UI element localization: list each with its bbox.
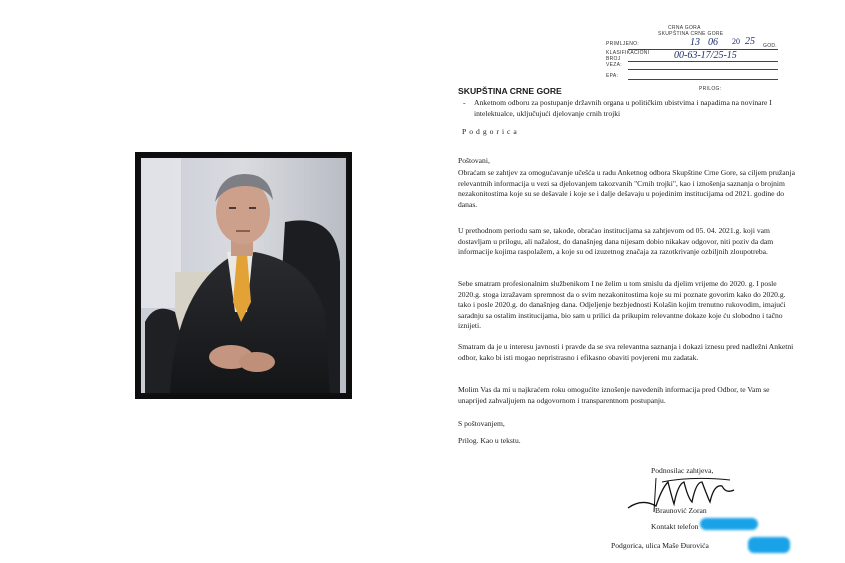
- paragraph-5: Molim Vas da mi u najkraćem roku omogućite iznošenje navedenih informacija pred Odbor, te Vam se unaprijed zahvaljujem na odgovornom i transparentnom postupanju.: [458, 385, 770, 405]
- stamp-label-klas: KLASIFIKACIONI: [606, 50, 650, 56]
- redacted-address-number: [748, 537, 790, 553]
- stamp-label-received: PRIMLJENO:: [606, 41, 640, 47]
- paragraph-4: Smatram da je u interesu javnosti i pravde da se sva relevantna saznanja i dokazi iznesu pred nadležni Anketni odbor, kako bi isti mogao nepristrasno i efikasno obaviti povjereni mu zadatak.: [458, 342, 794, 362]
- stamp-god: GOD.: [763, 43, 777, 49]
- stamp-label-prilog: PRILOG:: [699, 86, 722, 92]
- paragraph-3: Sebe smatram profesionalnim službenikom I ne želim u tom smislu da djelim vrijeme do 2020. g. I posle 2020.g. stoga izražavam spremnost da o svim nezakonitostima koje su mi poznate govorim kako do 2020.g. tako i posle 2020.g. do današnjeg dana. Odjeljenje bezbjednosti Kolašin kojim trenutno rukovodim, imajući saradnju sa ostalim institucijama, bio sam u prilici da prikupim relevantne dokaze koje ću slobodno i tačno iznijeti.: [458, 279, 786, 331]
- closing: S poštovanjem,: [458, 419, 505, 428]
- subject-text: Anketnom odboru za postupanje državnih organa u političkim ubistvima i napadima na novinare I intelektualce, uključujući djelovanje crnih trojki: [474, 98, 772, 118]
- stamp-header-line1: CRNA GORA: [668, 25, 701, 31]
- phone-label: Kontakt telefon: [651, 522, 699, 531]
- paragraph-2: U prethodnom periodu sam se, takođe, obraćao institucijama sa zahtjevom od 05. 04. 2021.g. koji vam dostavljam u prilogu, ali nažalost, do današnjeg dana nijesam dobio nikakav odgovor, niti poziv da dam informacije kojima raspolažem, a koje su od izuzetnog značaja za razotkrivanje ozbiljnih zloupotreba.: [458, 226, 774, 257]
- stamp-date-year: 20: [732, 37, 740, 46]
- address-line: Podgorica, ulica Maše Đurovića: [611, 541, 709, 550]
- submitter-name: Braunović Zoran: [655, 506, 707, 515]
- stamp-label-veza: VEZA:: [606, 62, 622, 68]
- submitter-label: Podnosilac zahtjeva,: [651, 466, 714, 475]
- recipient-heading: SKUPŠTINA CRNE GORE: [458, 86, 562, 96]
- portrait-photo: [135, 152, 352, 399]
- stamp-date-month: 06: [708, 37, 718, 48]
- stamp-label-epa: EPA:: [606, 73, 619, 79]
- stamp-header-line2: SKUPŠTINA CRNE GORE: [658, 31, 724, 37]
- registry-stamp: [604, 25, 782, 92]
- stamp-date-day: 13: [690, 37, 700, 48]
- greeting: Poštovani,: [458, 156, 490, 165]
- subject-line: [463, 98, 794, 119]
- city-line: Podgorica: [462, 127, 520, 136]
- stamp-label-broj: BROJ: [606, 56, 621, 62]
- stamp-number: 00-63-17/25-15: [674, 50, 737, 61]
- paragraph-1: Obraćam se zahtjev za omogućavanje učešća u radu Anketnog odbora Skupštine Crne Gore, sa ciljem pružanja relevantnih informacija u vezi sa djelovanjem takozvanih "Crnih trojki", kao i iznošenja saznanja o brojnim nezakonitostima koje su se dešavale i koje se i dalje dešavaju u pojedinim institucijama od 2021. godine do danas.: [458, 168, 795, 209]
- attachment-line: Prilog. Kao u tekstu.: [458, 436, 521, 445]
- subject-dash: -: [463, 98, 466, 107]
- redacted-phone: [700, 518, 758, 530]
- stamp-date-year2: 25: [745, 36, 755, 47]
- portrait-image: [135, 152, 352, 399]
